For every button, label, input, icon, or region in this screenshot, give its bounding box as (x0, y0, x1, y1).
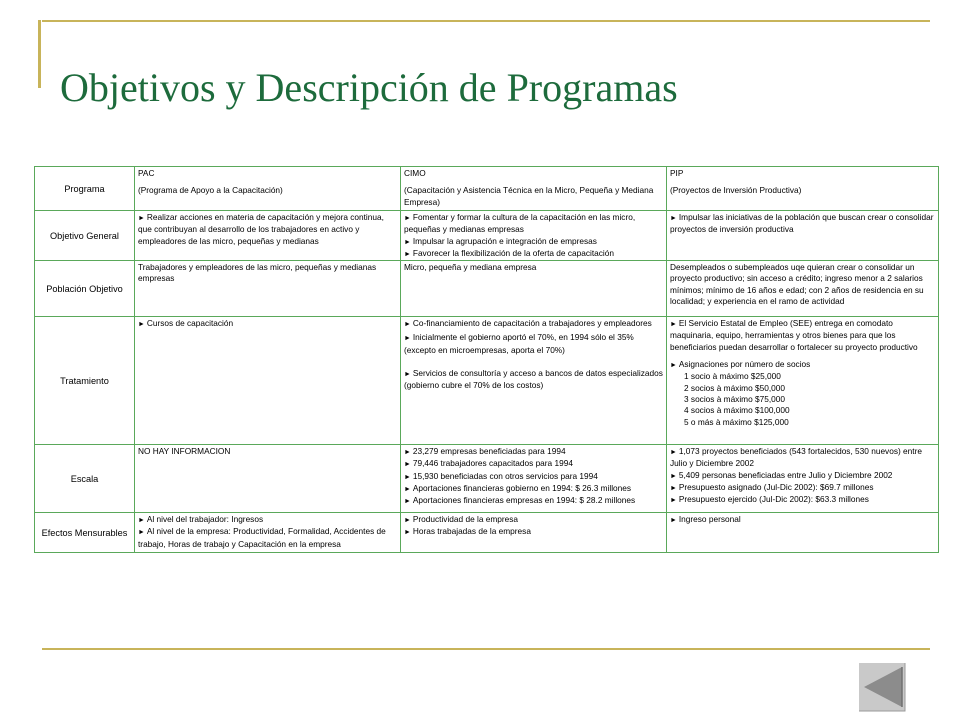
table-row-efectos-mensurables (35, 513, 939, 553)
list-item: ► Aportaciones financieras gobierno en 1994: $ 26.3 millones (404, 483, 663, 495)
list-item: ► Productividad de la empresa (404, 514, 663, 526)
list-item: 4 socios à máximo $100,000 (684, 405, 790, 416)
cell-poblacion-pac (135, 261, 401, 317)
list-item: ► Al nivel del trabajador: Ingresos (138, 514, 397, 526)
list-item: ► Al nivel de la empresa: Productividad, Formalidad, Accidentes de trabajo, Horas de trabajo y Capacitación en la empresa (138, 526, 397, 550)
table-row-tratamiento (35, 317, 939, 445)
poblacion-pip-text: Desempleados o subempleados uqe quieran crear o consolidar un proyecto productivo; sin acceso a crédito; ingreso menor a 2 salarios mínimos; mínimo de 16 años e edad; con 2 años de residencia en su localidad; y experiencia en el ramo de actividad (670, 262, 924, 307)
cell-programa-pip (667, 167, 939, 211)
cell-escala-pac (135, 445, 401, 513)
list-item: ► Presupuesto ejercido (Jul-Dic 2002): $63.3 millones (670, 494, 935, 506)
list-item: ► Impulsar la agrupación e integración de empresas (404, 236, 663, 248)
programs-table-container (34, 166, 938, 553)
row-label-objetivo-general: Objetivo General (35, 211, 135, 261)
poblacion-pac-text: Trabajadores y empleadores de las micro, pequeñas y medianas empresas (138, 262, 377, 284)
slide-title: Objetivos y Descripción de Programas (60, 65, 678, 110)
list-item: 1 socio à máximo $25,000 (684, 371, 781, 382)
list-item: ► Asignaciones por número de socios (670, 359, 935, 371)
cimo-acronym: CIMO (404, 168, 426, 178)
programs-table (34, 166, 939, 553)
row-label-escala: Escala (35, 445, 135, 513)
back-triangle-icon[interactable] (858, 662, 906, 712)
cell-programa-cimo (401, 167, 667, 211)
table-row-programa (35, 167, 939, 211)
cell-tratamiento-pip (667, 317, 939, 445)
cell-poblacion-cimo (401, 261, 667, 317)
list-item: ► Impulsar las iniciativas de la población que buscan crear o consolidar proyectos de inversión productiva (670, 212, 935, 236)
list-item: ► Presupuesto asignado (Jul-Dic 2002): $69.7 millones (670, 482, 935, 494)
list-item: ► 5,409 personas beneficiadas entre Julio y Diciembre 2002 (670, 470, 935, 482)
cell-efectos-pip (667, 513, 939, 553)
cell-objetivo-pip (667, 211, 939, 261)
list-item: ► 23,279 empresas beneficiadas para 1994 (404, 446, 663, 458)
cell-objetivo-pac (135, 211, 401, 261)
cimo-fullname: (Capacitación y Asistencia Técnica en la Micro, Pequeña y Mediana Empresa) (404, 185, 654, 207)
list-item: 5 o más à máximo $125,000 (684, 416, 789, 427)
list-item: ► Fomentar y formar la cultura de la capacitación en las micro, pequeñas y medianas empresas (404, 212, 663, 236)
pac-acronym: PAC (138, 168, 155, 178)
list-item: ► Favorecer la flexibilización de la oferta de capacitación (404, 248, 663, 260)
row-label-tratamiento: Tratamiento (35, 317, 135, 445)
table-row-poblacion-objetivo (35, 261, 939, 317)
row-label-programa: Programa (35, 167, 135, 211)
top-accent-line (42, 20, 930, 22)
cell-programa-pac (135, 167, 401, 211)
list-item: ► El Servicio Estatal de Empleo (SEE) entrega en comodato maquinaria, equipo, herramientas y otros bienes para que los beneficiarios puedan desarrollar o fortalecer su proyecto productivo (670, 318, 935, 353)
cell-efectos-cimo (401, 513, 667, 553)
pip-acronym: PIP (670, 168, 684, 178)
list-item: ► Horas trabajadas de la empresa (404, 526, 663, 538)
table-row-escala (35, 445, 939, 513)
row-label-efectos-mensurables: Efectos Mensurables (35, 513, 135, 553)
list-item: ► Co-financiamiento de capacitación a trabajadores y empleadores (404, 318, 663, 330)
list-item: ► Servicios de consultoría y acceso a bancos de datos especializados (gobierno cubre el 70% de los costos) (404, 368, 663, 392)
list-item: ► Aportaciones financieras empresas en 1994: $ 28.2 millones (404, 495, 663, 507)
bottom-accent-line (42, 648, 930, 650)
cell-escala-pip (667, 445, 939, 513)
cell-objetivo-cimo (401, 211, 667, 261)
list-item: ► Ingreso personal (670, 514, 935, 526)
list-item: ► 1,073 proyectos beneficiados (543 fortalecidos, 530 nuevos) entre Julio y Diciembre 2002 (670, 446, 935, 470)
list-item: ► 79,446 trabajadores capacitados para 1994 (404, 458, 663, 470)
cell-escala-cimo (401, 445, 667, 513)
list-item: ► Realizar acciones en materia de capacitación y mejora continua, que contribuyan al desarrollo de los trabajadores en activo y empleadores de las micro, pequeñas y medianas (138, 212, 397, 247)
pac-fullname: (Programa de Apoyo a la Capacitación) (138, 185, 283, 196)
cell-efectos-pac (135, 513, 401, 553)
list-item: ► Cursos de capacitación (138, 318, 397, 330)
list-item: ► 15,930 beneficiadas con otros servicios para 1994 (404, 471, 663, 483)
cell-poblacion-pip (667, 261, 939, 317)
poblacion-cimo-text: Micro, pequeña y mediana empresa (404, 262, 537, 273)
list-item: 2 socios à máximo $50,000 (684, 382, 786, 393)
table-row-objetivo-general (35, 211, 939, 261)
cell-tratamiento-pac (135, 317, 401, 445)
pip-fullname: (Proyectos de Inversión Productiva) (670, 185, 802, 196)
escala-pac-text: NO HAY INFORMACION (138, 446, 231, 457)
list-item: ► Inicialmente el gobierno aportó el 70%, en 1994 sólo el 35% (excepto en microempresas, aporta el 70%) (404, 332, 663, 356)
cell-tratamiento-cimo (401, 317, 667, 445)
list-item: 3 socios à máximo $75,000 (684, 393, 786, 404)
row-label-poblacion-objetivo: Población Objetivo (35, 261, 135, 317)
top-left-accent-line (38, 20, 41, 88)
